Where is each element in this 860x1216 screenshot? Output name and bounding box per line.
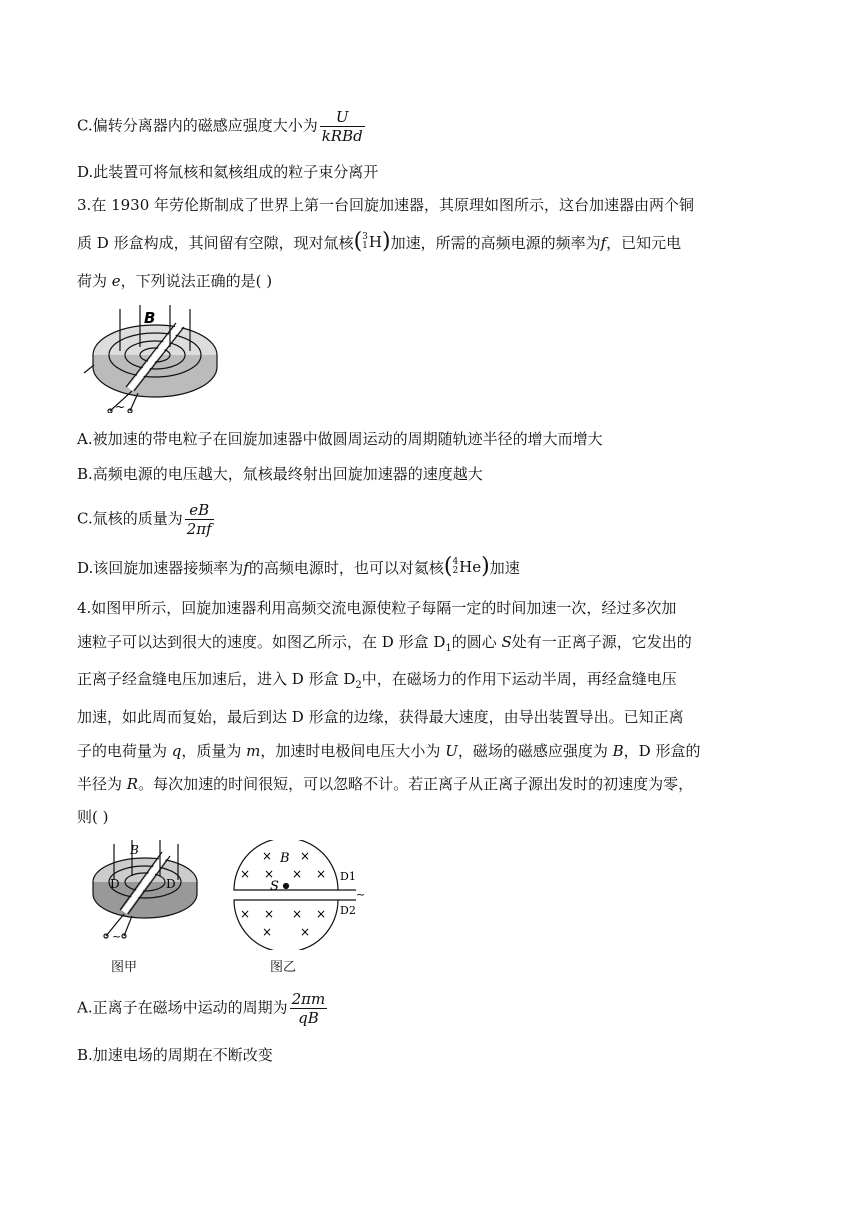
fraction-den: kRBd: [321, 127, 363, 145]
label-b: B: [280, 851, 290, 866]
fraction-den: 2πf: [186, 520, 212, 538]
q3-option-d: [77, 556, 520, 579]
option-d-prev: D.此装置可将氚核和氦核组成的粒子束分离开: [77, 163, 379, 181]
q4-text: ，质量为: [181, 742, 247, 760]
q3-line2: [77, 231, 681, 254]
q4-text: 半径为: [77, 775, 127, 793]
x-mark: ×: [264, 867, 275, 881]
label-d2: D2: [340, 904, 356, 917]
q4-line5: [77, 740, 700, 762]
q4-option-a: [77, 990, 329, 1027]
element-symbol: H: [368, 233, 382, 251]
var-f: f: [243, 559, 249, 577]
cyclotron-figure: [80, 303, 220, 413]
q4-text: 的圆心: [451, 633, 502, 651]
ac-symbol: ~: [112, 930, 122, 943]
x-mark: ×: [240, 867, 251, 881]
q3-text: ，已知元电: [606, 234, 682, 252]
x-mark: ×: [292, 907, 303, 921]
label-d1: D1: [340, 870, 356, 883]
charge-number: 2: [452, 566, 459, 576]
q3-text: 质 D 形盒构成，其间留有空隙，现对氚核: [77, 234, 354, 252]
caption-jia: 图甲: [111, 960, 138, 975]
option-text: A.正离子在磁场中运动的周期为: [77, 998, 288, 1017]
x-mark: ×: [300, 849, 311, 863]
q4-text: ，加速时电极间电压大小为: [260, 742, 446, 760]
fraction: [290, 990, 328, 1027]
var-b: B: [612, 742, 624, 760]
q3-text: 荷为: [77, 272, 112, 290]
label-b: B: [144, 309, 156, 327]
helium-nuclide: ( 4 2 He ): [443, 554, 490, 579]
q4-text: 处有一正离子源，它发出的: [511, 633, 692, 651]
q4-line3: [77, 668, 677, 697]
var-m: m: [246, 742, 261, 760]
q4-text: 正离子经盒缝电压加速后，进入 D 形盒 D: [77, 670, 356, 688]
q3-text: 加速，所需的高频电源的频率为: [390, 234, 601, 252]
q3-line3: [77, 270, 272, 292]
mass-number: 4: [452, 557, 459, 567]
element-symbol: He: [459, 558, 482, 576]
subscript: 1: [445, 643, 452, 654]
var-q: q: [171, 742, 182, 760]
option-text: D.该回旋加速器接频率为: [77, 559, 244, 577]
q3-option-b: B.高频电源的电压越大，氚核最终射出回旋加速器的速度越大: [77, 465, 483, 483]
subscript: 2: [355, 680, 362, 691]
x-mark: ×: [240, 907, 251, 921]
x-mark: ×: [264, 907, 275, 921]
q4-text: 中，在磁场力的作用下运动半周，再经盒缝电压: [361, 670, 677, 688]
fraction-den: qB: [298, 1009, 319, 1027]
label-s: S: [270, 879, 279, 894]
option-text: 加速: [489, 559, 520, 577]
option-c-prev: [77, 108, 367, 145]
tritium-nuclide: ( 3 1 H ): [353, 229, 391, 254]
var-u: U: [445, 742, 458, 760]
q4-line1: 4.如图甲所示，回旋加速器利用高频交流电源使粒子每隔一定的时间加速一次，经过多次加: [77, 599, 677, 617]
q4-text: ，D 形盒的: [623, 742, 701, 760]
charge-number: 1: [362, 241, 368, 251]
label-d-right: D: [166, 877, 176, 891]
x-mark: ×: [300, 925, 311, 939]
label-b: B: [130, 843, 139, 857]
q4-text: ，磁场的磁感应强度为: [457, 742, 613, 760]
fraction-num: 2πm: [291, 990, 326, 1008]
q3-line1: 3.在 1930 年劳伦斯制成了世界上第一台回旋加速器，其原理如图所示，这台加速器由两个铜: [77, 196, 695, 214]
option-text: 的高频电源时，也可以对氦核: [248, 559, 444, 577]
var-r: R: [126, 775, 139, 793]
x-mark: ×: [262, 925, 273, 939]
ac-symbol: ~: [356, 888, 366, 901]
fraction: [185, 501, 214, 538]
q4-line2: [77, 631, 692, 660]
label-d-left: D: [110, 877, 120, 891]
figure-yi: [228, 840, 368, 950]
q4-line6: [77, 773, 693, 795]
option-text: C.氚核的质量为: [77, 509, 183, 528]
fraction-num: eB: [185, 501, 214, 520]
caption-yi: 图乙: [270, 960, 297, 975]
var-s: S: [501, 633, 512, 651]
var-f: f: [600, 234, 607, 252]
x-mark: ×: [292, 867, 303, 881]
fraction: [320, 108, 365, 145]
q3-option-a: A.被加速的带电粒子在回旋加速器中做圆周运动的周期随轨迹半径的增大而增大: [77, 430, 603, 448]
x-mark: ×: [316, 907, 327, 921]
option-c-prev-text: C.偏转分离器内的磁感应强度大小为: [77, 116, 318, 135]
q4-line7: 则( ): [77, 808, 109, 826]
ac-symbol: ~: [115, 400, 126, 413]
var-e: e: [111, 272, 121, 290]
x-mark: ×: [262, 849, 273, 863]
q3-text: ，下列说法正确的是( ): [120, 272, 273, 290]
q4-text: 。每次加速的时间很短，可以忽略不计。若正离子从正离子源出发时的初速度为零，: [138, 775, 694, 793]
q4-text: 速粒子可以达到很大的速度。如图乙所示，在 D 形盒 D: [77, 633, 446, 651]
q3-option-c: [77, 501, 216, 538]
mass-number: 3: [362, 232, 368, 242]
x-mark: ×: [316, 867, 327, 881]
q4-text: 子的电荷量为: [77, 742, 172, 760]
fraction-num: U: [320, 108, 365, 127]
figure-jia: [80, 840, 210, 945]
q4-option-b: B.加速电场的周期在不断改变: [77, 1046, 273, 1064]
q4-line4: 加速，如此周而复始，最后到达 D 形盒的边缘，获得最大速度，由导出装置导出。已知正离: [77, 708, 684, 726]
